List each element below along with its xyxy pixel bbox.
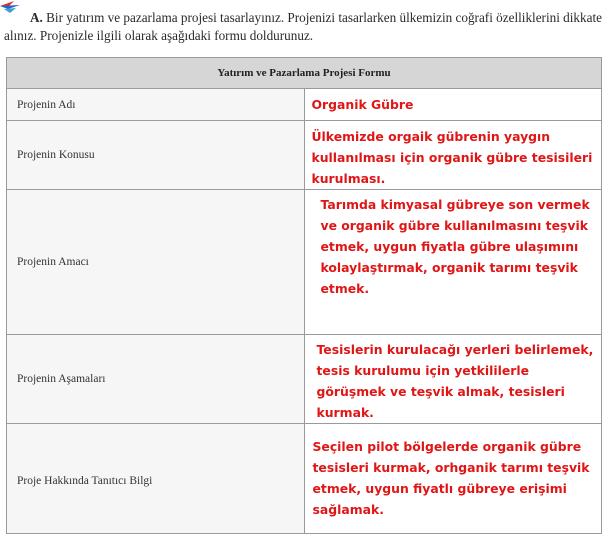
row-label-project-name: Projenin Adı	[7, 89, 305, 121]
form-title: Yatırım ve Pazarlama Projesi Formu	[7, 58, 602, 89]
table-row	[7, 190, 602, 335]
answer-project-stages[interactable]: Tesislerin kurulacağı yerleri belirlemek, tesis kurulumu için yetkililerle görüşmek ve teşvik almak, tesisleri kurmak.	[304, 335, 602, 424]
row-label-project-topic: Projenin Konusu	[7, 121, 305, 190]
answer-project-topic[interactable]: Ülkemizde orgaik gübrenin yaygın kullanılması için organik gübre tesisileri kurulması.	[304, 121, 602, 190]
answer-project-name[interactable]: Organik Gübre	[304, 89, 602, 121]
table-row	[7, 121, 602, 190]
row-label-project-info: Proje Hakkında Tanıtıcı Bilgi	[7, 424, 305, 534]
instruction-text	[4, 9, 604, 45]
row-label-project-stages: Projenin Aşamaları	[7, 335, 305, 424]
table-row	[7, 424, 602, 534]
row-label-project-purpose: Projenin Amacı	[7, 190, 305, 335]
table-row	[7, 335, 602, 424]
project-form-table	[6, 57, 602, 534]
answer-project-info[interactable]: Seçilen pilot bölgelerde organik gübre tesisleri kurmak, orhganik tarımı teşvik etmek, uygun fiyatlı gübreye erişimi sağlamak.	[304, 424, 602, 534]
question-label: A.	[30, 10, 43, 25]
question-text: Bir yatırım ve pazarlama projesi tasarlayınız. Projenizi tasarlarken ülkemizin coğrafi özelliklerini dikkate alınız. Projenizle ilgili olarak aşağıdaki formu doldurunuz.	[4, 10, 602, 43]
table-row	[7, 89, 602, 121]
answer-project-purpose[interactable]: Tarımda kimyasal gübreye son vermek ve organik gübre kullanılmasını teşvik etmek, uygun fiyatla gübre ulaşımını kolaylaştırmak, organik tarımı teşvik etmek.	[304, 190, 602, 335]
